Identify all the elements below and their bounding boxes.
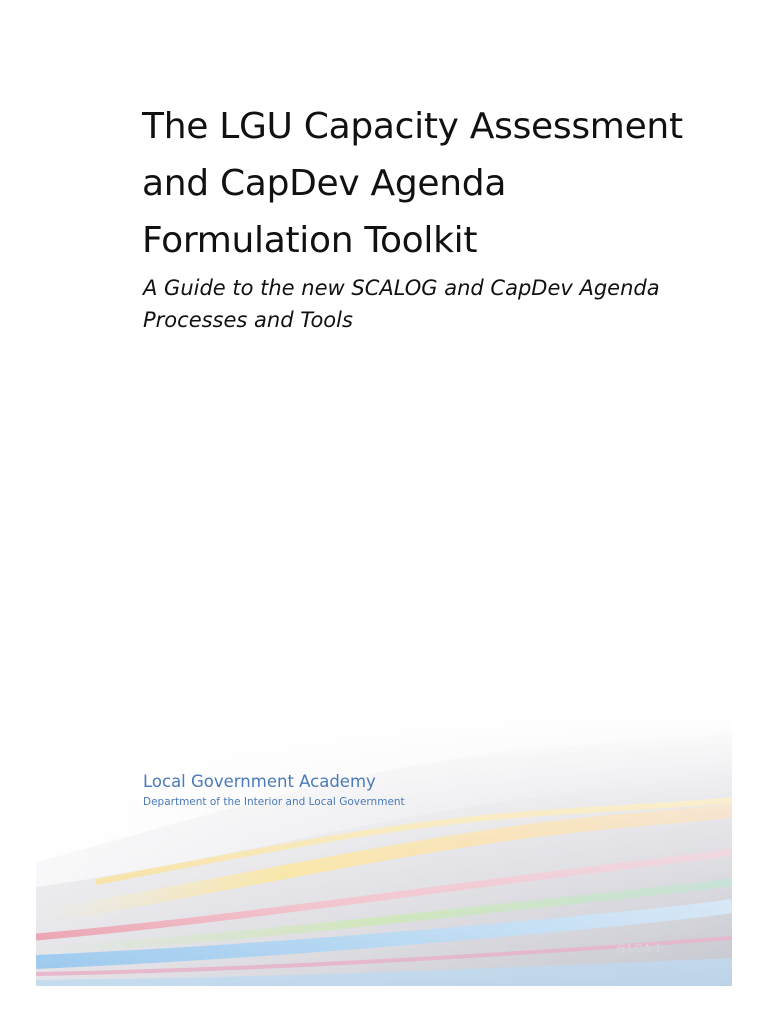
subtitle-line-1: A Guide to the new SCALOG and CapDev Agenda bbox=[143, 276, 660, 300]
department-name: Department of the Interior and Local Government bbox=[143, 796, 405, 808]
title-line-3: Formulation Toolkit bbox=[142, 220, 478, 261]
page-mark: @LGA 1 bbox=[616, 942, 662, 955]
organization-name: Local Government Academy bbox=[143, 772, 376, 791]
title-line-1: The LGU Capacity Assessment bbox=[142, 106, 683, 147]
title-line-2: and CapDev Agenda bbox=[142, 163, 507, 204]
subtitle-line-2: Processes and Tools bbox=[143, 308, 353, 332]
document-subtitle bbox=[143, 272, 723, 336]
document-title bbox=[142, 98, 742, 269]
